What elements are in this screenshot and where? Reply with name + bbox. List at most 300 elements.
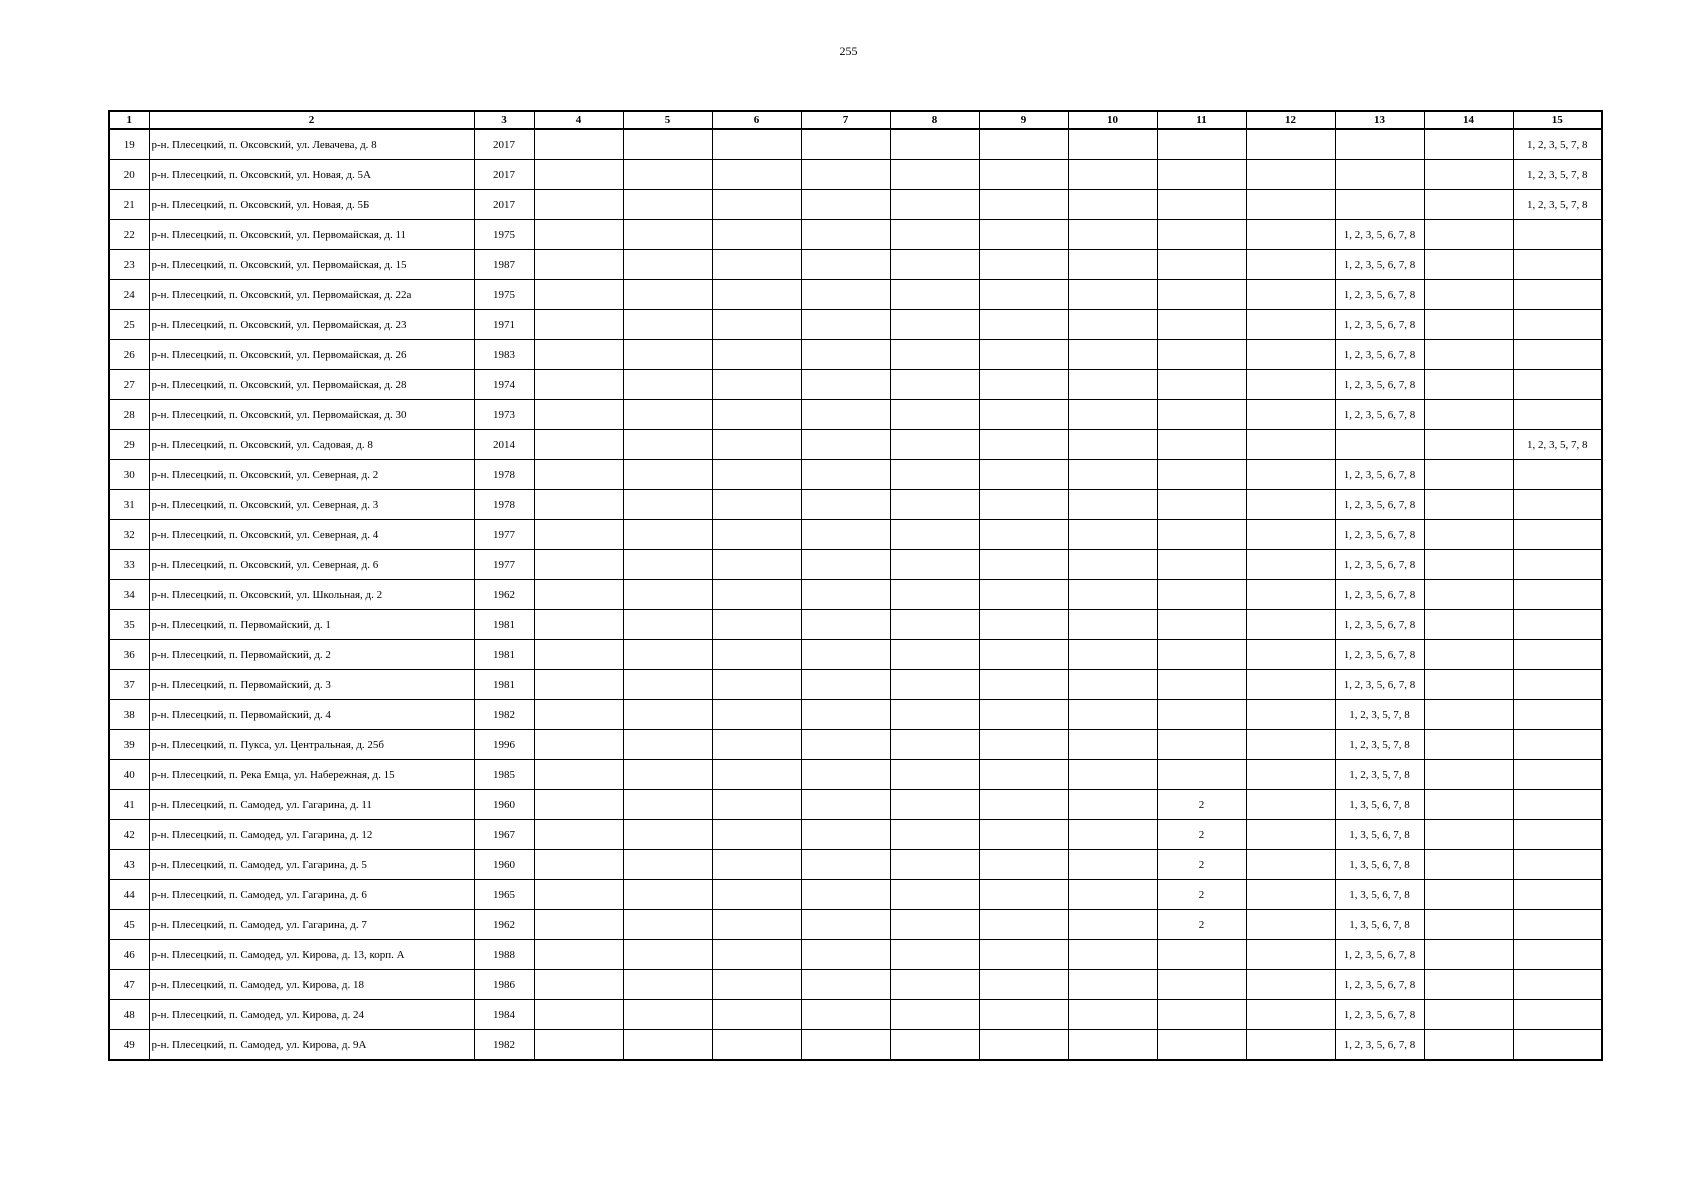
table-cell bbox=[534, 700, 623, 730]
address-cell: р-н. Плесецкий, п. Оксовский, ул. Новая, д. 5Б bbox=[149, 190, 474, 220]
table-row bbox=[109, 880, 1602, 910]
table-cell bbox=[801, 970, 890, 1000]
table-cell bbox=[890, 129, 979, 160]
column-13-cell: 1, 2, 3, 5, 6, 7, 8 bbox=[1335, 280, 1424, 310]
column-11-cell bbox=[1157, 550, 1246, 580]
table-cell bbox=[801, 790, 890, 820]
table-cell bbox=[890, 730, 979, 760]
column-13-cell: 1, 3, 5, 6, 7, 8 bbox=[1335, 850, 1424, 880]
table-cell bbox=[979, 850, 1068, 880]
table-cell bbox=[712, 910, 801, 940]
table-cell bbox=[890, 580, 979, 610]
table-cell bbox=[623, 430, 712, 460]
column-15-cell bbox=[1513, 970, 1602, 1000]
table-cell bbox=[623, 520, 712, 550]
table-cell bbox=[1424, 910, 1513, 940]
table-cell bbox=[1246, 370, 1335, 400]
table-cell bbox=[801, 370, 890, 400]
column-11-cell bbox=[1157, 430, 1246, 460]
column-13-cell: 1, 2, 3, 5, 6, 7, 8 bbox=[1335, 370, 1424, 400]
table-cell bbox=[1068, 520, 1157, 550]
table-row bbox=[109, 820, 1602, 850]
table-cell bbox=[623, 940, 712, 970]
column-15-cell bbox=[1513, 520, 1602, 550]
table-cell bbox=[623, 580, 712, 610]
table-cell bbox=[890, 1030, 979, 1061]
column-15-cell: 1, 2, 3, 5, 7, 8 bbox=[1513, 190, 1602, 220]
table-cell bbox=[1246, 490, 1335, 520]
table-cell bbox=[1246, 520, 1335, 550]
table-cell bbox=[712, 280, 801, 310]
table-cell bbox=[534, 1000, 623, 1030]
table-row bbox=[109, 790, 1602, 820]
column-15-cell bbox=[1513, 610, 1602, 640]
table-cell bbox=[1246, 730, 1335, 760]
table-cell bbox=[979, 610, 1068, 640]
column-15-cell: 1, 2, 3, 5, 7, 8 bbox=[1513, 430, 1602, 460]
table-cell bbox=[1068, 700, 1157, 730]
table-row bbox=[109, 430, 1602, 460]
table-cell bbox=[890, 250, 979, 280]
year-cell: 1982 bbox=[474, 1030, 534, 1061]
column-15-cell bbox=[1513, 580, 1602, 610]
table-cell bbox=[890, 760, 979, 790]
column-15-cell bbox=[1513, 370, 1602, 400]
table-cell bbox=[979, 490, 1068, 520]
column-11-cell bbox=[1157, 670, 1246, 700]
table-cell bbox=[890, 880, 979, 910]
table-cell bbox=[801, 610, 890, 640]
table-cell bbox=[801, 340, 890, 370]
table-cell bbox=[890, 160, 979, 190]
address-cell: р-н. Плесецкий, п. Самодед, ул. Кирова, д. 13, корп. А bbox=[149, 940, 474, 970]
table-cell bbox=[890, 670, 979, 700]
table-cell bbox=[1424, 610, 1513, 640]
table-row bbox=[109, 940, 1602, 970]
column-11-cell: 2 bbox=[1157, 880, 1246, 910]
table-cell bbox=[1068, 250, 1157, 280]
table-cell bbox=[623, 1000, 712, 1030]
table-cell bbox=[979, 430, 1068, 460]
table-row bbox=[109, 970, 1602, 1000]
table-cell bbox=[1068, 280, 1157, 310]
table-cell bbox=[712, 760, 801, 790]
column-15-cell bbox=[1513, 1000, 1602, 1030]
table-cell bbox=[801, 670, 890, 700]
year-cell: 2017 bbox=[474, 129, 534, 160]
table-cell bbox=[623, 250, 712, 280]
column-15-cell bbox=[1513, 700, 1602, 730]
table-cell bbox=[1424, 730, 1513, 760]
table-cell bbox=[1424, 880, 1513, 910]
table-cell bbox=[1246, 610, 1335, 640]
table-cell bbox=[979, 940, 1068, 970]
table-cell bbox=[1068, 310, 1157, 340]
table-cell bbox=[534, 640, 623, 670]
column-11-cell bbox=[1157, 760, 1246, 790]
address-cell: р-н. Плесецкий, п. Река Емца, ул. Набережная, д. 15 bbox=[149, 760, 474, 790]
year-cell: 1986 bbox=[474, 970, 534, 1000]
table-cell bbox=[890, 460, 979, 490]
table-cell bbox=[1424, 790, 1513, 820]
column-11-cell bbox=[1157, 490, 1246, 520]
table-cell bbox=[1246, 760, 1335, 790]
row-number-cell: 34 bbox=[109, 580, 149, 610]
table-cell bbox=[801, 400, 890, 430]
table-row bbox=[109, 760, 1602, 790]
column-11-cell bbox=[1157, 340, 1246, 370]
column-13-cell: 1, 2, 3, 5, 6, 7, 8 bbox=[1335, 610, 1424, 640]
table-cell bbox=[801, 490, 890, 520]
year-cell: 1987 bbox=[474, 250, 534, 280]
table-row bbox=[109, 1000, 1602, 1030]
table-cell bbox=[1246, 550, 1335, 580]
table-row bbox=[109, 160, 1602, 190]
table-cell bbox=[1424, 1030, 1513, 1061]
table-cell bbox=[1424, 490, 1513, 520]
table-cell bbox=[1068, 1000, 1157, 1030]
column-13-cell: 1, 2, 3, 5, 6, 7, 8 bbox=[1335, 970, 1424, 1000]
table-cell bbox=[712, 160, 801, 190]
table-cell bbox=[801, 550, 890, 580]
column-13-cell bbox=[1335, 129, 1424, 160]
row-number-cell: 35 bbox=[109, 610, 149, 640]
table-cell bbox=[801, 129, 890, 160]
table-cell bbox=[712, 850, 801, 880]
table-cell bbox=[623, 370, 712, 400]
table-cell bbox=[1424, 850, 1513, 880]
table-cell bbox=[1068, 730, 1157, 760]
table-cell bbox=[534, 580, 623, 610]
column-header: 5 bbox=[623, 111, 712, 129]
column-15-cell bbox=[1513, 670, 1602, 700]
column-header: 11 bbox=[1157, 111, 1246, 129]
table-cell bbox=[712, 190, 801, 220]
register-table bbox=[108, 110, 1603, 1061]
table-cell bbox=[534, 730, 623, 760]
table-cell bbox=[623, 850, 712, 880]
column-13-cell: 1, 2, 3, 5, 6, 7, 8 bbox=[1335, 490, 1424, 520]
row-number-cell: 46 bbox=[109, 940, 149, 970]
row-number-cell: 21 bbox=[109, 190, 149, 220]
table-row bbox=[109, 490, 1602, 520]
table-cell bbox=[801, 190, 890, 220]
table-cell bbox=[534, 1030, 623, 1061]
table-row bbox=[109, 1030, 1602, 1061]
table-cell bbox=[534, 610, 623, 640]
table-cell bbox=[1068, 370, 1157, 400]
column-15-cell bbox=[1513, 310, 1602, 340]
column-11-cell bbox=[1157, 280, 1246, 310]
table-cell bbox=[1246, 310, 1335, 340]
address-cell: р-н. Плесецкий, п. Оксовский, ул. Первомайская, д. 22а bbox=[149, 280, 474, 310]
table-cell bbox=[1424, 190, 1513, 220]
address-cell: р-н. Плесецкий, п. Первомайский, д. 2 bbox=[149, 640, 474, 670]
table-cell bbox=[1246, 910, 1335, 940]
column-15-cell bbox=[1513, 340, 1602, 370]
table-cell bbox=[1246, 670, 1335, 700]
table-cell bbox=[979, 520, 1068, 550]
table-cell bbox=[1246, 129, 1335, 160]
column-15-cell bbox=[1513, 1030, 1602, 1061]
address-cell: р-н. Плесецкий, п. Самодед, ул. Кирова, д. 18 bbox=[149, 970, 474, 1000]
column-11-cell bbox=[1157, 970, 1246, 1000]
column-header: 2 bbox=[149, 111, 474, 129]
table-cell bbox=[801, 520, 890, 550]
year-cell: 1981 bbox=[474, 640, 534, 670]
year-cell: 1975 bbox=[474, 220, 534, 250]
column-header: 9 bbox=[979, 111, 1068, 129]
table-cell bbox=[890, 1000, 979, 1030]
table-cell bbox=[623, 160, 712, 190]
table-cell bbox=[1424, 340, 1513, 370]
column-13-cell: 1, 2, 3, 5, 6, 7, 8 bbox=[1335, 1030, 1424, 1061]
table-cell bbox=[623, 640, 712, 670]
address-cell: р-н. Плесецкий, п. Первомайский, д. 4 bbox=[149, 700, 474, 730]
column-13-cell: 1, 3, 5, 6, 7, 8 bbox=[1335, 820, 1424, 850]
column-11-cell: 2 bbox=[1157, 910, 1246, 940]
column-13-cell: 1, 3, 5, 6, 7, 8 bbox=[1335, 880, 1424, 910]
row-number-cell: 29 bbox=[109, 430, 149, 460]
table-cell bbox=[1246, 880, 1335, 910]
table-cell bbox=[712, 580, 801, 610]
table-cell bbox=[890, 550, 979, 580]
table-cell bbox=[1424, 820, 1513, 850]
column-13-cell: 1, 2, 3, 5, 6, 7, 8 bbox=[1335, 400, 1424, 430]
table-cell bbox=[1068, 460, 1157, 490]
table-cell bbox=[890, 190, 979, 220]
page-number: 255 bbox=[839, 44, 858, 58]
table-cell bbox=[1246, 850, 1335, 880]
column-11-cell bbox=[1157, 460, 1246, 490]
year-cell: 1981 bbox=[474, 610, 534, 640]
address-cell: р-н. Плесецкий, п. Оксовский, ул. Первомайская, д. 23 bbox=[149, 310, 474, 340]
table-cell bbox=[712, 820, 801, 850]
column-11-cell: 2 bbox=[1157, 850, 1246, 880]
table-cell bbox=[890, 310, 979, 340]
column-13-cell: 1, 2, 3, 5, 6, 7, 8 bbox=[1335, 940, 1424, 970]
column-15-cell: 1, 2, 3, 5, 7, 8 bbox=[1513, 160, 1602, 190]
table-cell bbox=[801, 700, 890, 730]
table-cell bbox=[534, 550, 623, 580]
table-cell bbox=[712, 940, 801, 970]
table-cell bbox=[1068, 640, 1157, 670]
table-cell bbox=[979, 880, 1068, 910]
row-number-cell: 42 bbox=[109, 820, 149, 850]
table-cell bbox=[1424, 760, 1513, 790]
table-cell bbox=[801, 280, 890, 310]
table-row bbox=[109, 250, 1602, 280]
table-cell bbox=[1246, 460, 1335, 490]
table-cell bbox=[712, 550, 801, 580]
table-cell bbox=[979, 190, 1068, 220]
table-cell bbox=[534, 910, 623, 940]
address-cell: р-н. Плесецкий, п. Оксовский, ул. Новая, д. 5А bbox=[149, 160, 474, 190]
table-cell bbox=[979, 340, 1068, 370]
column-15-cell bbox=[1513, 730, 1602, 760]
table-cell bbox=[712, 1000, 801, 1030]
table-cell bbox=[1068, 190, 1157, 220]
row-number-cell: 20 bbox=[109, 160, 149, 190]
table-cell bbox=[1424, 400, 1513, 430]
address-cell: р-н. Плесецкий, п. Пукса, ул. Центральная, д. 25б bbox=[149, 730, 474, 760]
table-cell bbox=[1068, 580, 1157, 610]
table-cell bbox=[801, 640, 890, 670]
column-13-cell: 1, 2, 3, 5, 6, 7, 8 bbox=[1335, 580, 1424, 610]
table-cell bbox=[534, 310, 623, 340]
column-11-cell bbox=[1157, 310, 1246, 340]
column-header: 6 bbox=[712, 111, 801, 129]
table-cell bbox=[623, 820, 712, 850]
column-header: 7 bbox=[801, 111, 890, 129]
row-number-cell: 47 bbox=[109, 970, 149, 1000]
year-cell: 1981 bbox=[474, 670, 534, 700]
year-cell: 1978 bbox=[474, 460, 534, 490]
table-cell bbox=[979, 370, 1068, 400]
table-cell bbox=[890, 520, 979, 550]
table-cell bbox=[979, 760, 1068, 790]
column-header: 13 bbox=[1335, 111, 1424, 129]
table-cell bbox=[1424, 250, 1513, 280]
table-cell bbox=[1068, 970, 1157, 1000]
row-number-cell: 32 bbox=[109, 520, 149, 550]
column-13-cell: 1, 3, 5, 6, 7, 8 bbox=[1335, 790, 1424, 820]
table-cell bbox=[1068, 850, 1157, 880]
column-13-cell: 1, 2, 3, 5, 6, 7, 8 bbox=[1335, 550, 1424, 580]
table-cell bbox=[534, 220, 623, 250]
row-number-cell: 44 bbox=[109, 880, 149, 910]
table-cell bbox=[801, 850, 890, 880]
table-cell bbox=[712, 310, 801, 340]
table-cell bbox=[534, 250, 623, 280]
table-row bbox=[109, 550, 1602, 580]
table-row bbox=[109, 520, 1602, 550]
table-cell bbox=[712, 640, 801, 670]
row-number-cell: 23 bbox=[109, 250, 149, 280]
row-number-cell: 24 bbox=[109, 280, 149, 310]
table-cell bbox=[623, 490, 712, 520]
table-cell bbox=[623, 280, 712, 310]
table-cell bbox=[534, 790, 623, 820]
table-cell bbox=[712, 730, 801, 760]
table-cell bbox=[979, 640, 1068, 670]
column-13-cell: 1, 2, 3, 5, 6, 7, 8 bbox=[1335, 520, 1424, 550]
year-cell: 1982 bbox=[474, 700, 534, 730]
column-13-cell: 1, 2, 3, 5, 6, 7, 8 bbox=[1335, 460, 1424, 490]
year-cell: 2014 bbox=[474, 430, 534, 460]
table-cell bbox=[979, 550, 1068, 580]
table-cell bbox=[979, 460, 1068, 490]
year-cell: 1974 bbox=[474, 370, 534, 400]
table-cell bbox=[801, 730, 890, 760]
table-cell bbox=[1424, 430, 1513, 460]
table-cell bbox=[1246, 190, 1335, 220]
address-cell: р-н. Плесецкий, п. Оксовский, ул. Северная, д. 4 bbox=[149, 520, 474, 550]
row-number-cell: 38 bbox=[109, 700, 149, 730]
column-header: 8 bbox=[890, 111, 979, 129]
address-cell: р-н. Плесецкий, п. Самодед, ул. Гагарина, д. 6 bbox=[149, 880, 474, 910]
row-number-cell: 30 bbox=[109, 460, 149, 490]
table-cell bbox=[712, 880, 801, 910]
column-11-cell bbox=[1157, 370, 1246, 400]
table-cell bbox=[1246, 400, 1335, 430]
table-cell bbox=[979, 820, 1068, 850]
table-cell bbox=[623, 129, 712, 160]
table-cell bbox=[1246, 1030, 1335, 1061]
table-cell bbox=[623, 220, 712, 250]
column-header: 10 bbox=[1068, 111, 1157, 129]
table-cell bbox=[534, 400, 623, 430]
year-cell: 1978 bbox=[474, 490, 534, 520]
table-cell bbox=[623, 340, 712, 370]
table-cell bbox=[623, 700, 712, 730]
table-cell bbox=[1424, 160, 1513, 190]
table-cell bbox=[1246, 970, 1335, 1000]
table-cell bbox=[1068, 610, 1157, 640]
table-cell bbox=[801, 760, 890, 790]
table-cell bbox=[1068, 910, 1157, 940]
table-cell bbox=[623, 970, 712, 1000]
table-cell bbox=[623, 610, 712, 640]
table-cell bbox=[534, 190, 623, 220]
table-cell bbox=[1424, 970, 1513, 1000]
table-cell bbox=[534, 430, 623, 460]
row-number-cell: 22 bbox=[109, 220, 149, 250]
column-15-cell bbox=[1513, 460, 1602, 490]
column-13-cell: 1, 2, 3, 5, 6, 7, 8 bbox=[1335, 640, 1424, 670]
table-row bbox=[109, 580, 1602, 610]
table-cell bbox=[712, 670, 801, 700]
address-cell: р-н. Плесецкий, п. Оксовский, ул. Первомайская, д. 30 bbox=[149, 400, 474, 430]
column-header: 4 bbox=[534, 111, 623, 129]
column-15-cell bbox=[1513, 880, 1602, 910]
column-15-cell bbox=[1513, 220, 1602, 250]
column-15-cell bbox=[1513, 940, 1602, 970]
table-row bbox=[109, 400, 1602, 430]
table-cell bbox=[1246, 340, 1335, 370]
address-cell: р-н. Плесецкий, п. Оксовский, ул. Северная, д. 2 bbox=[149, 460, 474, 490]
table-cell bbox=[1068, 760, 1157, 790]
column-13-cell bbox=[1335, 190, 1424, 220]
table-row bbox=[109, 640, 1602, 670]
year-cell: 1971 bbox=[474, 310, 534, 340]
table-cell bbox=[534, 670, 623, 700]
table-cell bbox=[1424, 520, 1513, 550]
column-11-cell bbox=[1157, 610, 1246, 640]
table-cell bbox=[801, 250, 890, 280]
column-11-cell bbox=[1157, 160, 1246, 190]
table-cell bbox=[623, 400, 712, 430]
table-cell bbox=[623, 550, 712, 580]
table-cell bbox=[979, 730, 1068, 760]
column-11-cell bbox=[1157, 1030, 1246, 1061]
table-cell bbox=[1068, 790, 1157, 820]
year-cell: 1983 bbox=[474, 340, 534, 370]
table-cell bbox=[534, 490, 623, 520]
header-row bbox=[109, 111, 1602, 129]
table-cell bbox=[1424, 1000, 1513, 1030]
row-number-cell: 26 bbox=[109, 340, 149, 370]
row-number-cell: 27 bbox=[109, 370, 149, 400]
table-cell bbox=[979, 1000, 1068, 1030]
table-row bbox=[109, 220, 1602, 250]
row-number-cell: 25 bbox=[109, 310, 149, 340]
address-cell: р-н. Плесецкий, п. Оксовский, ул. Садовая, д. 8 bbox=[149, 430, 474, 460]
table-cell bbox=[801, 1000, 890, 1030]
table-cell bbox=[1424, 460, 1513, 490]
table-cell bbox=[801, 310, 890, 340]
table-cell bbox=[1246, 280, 1335, 310]
